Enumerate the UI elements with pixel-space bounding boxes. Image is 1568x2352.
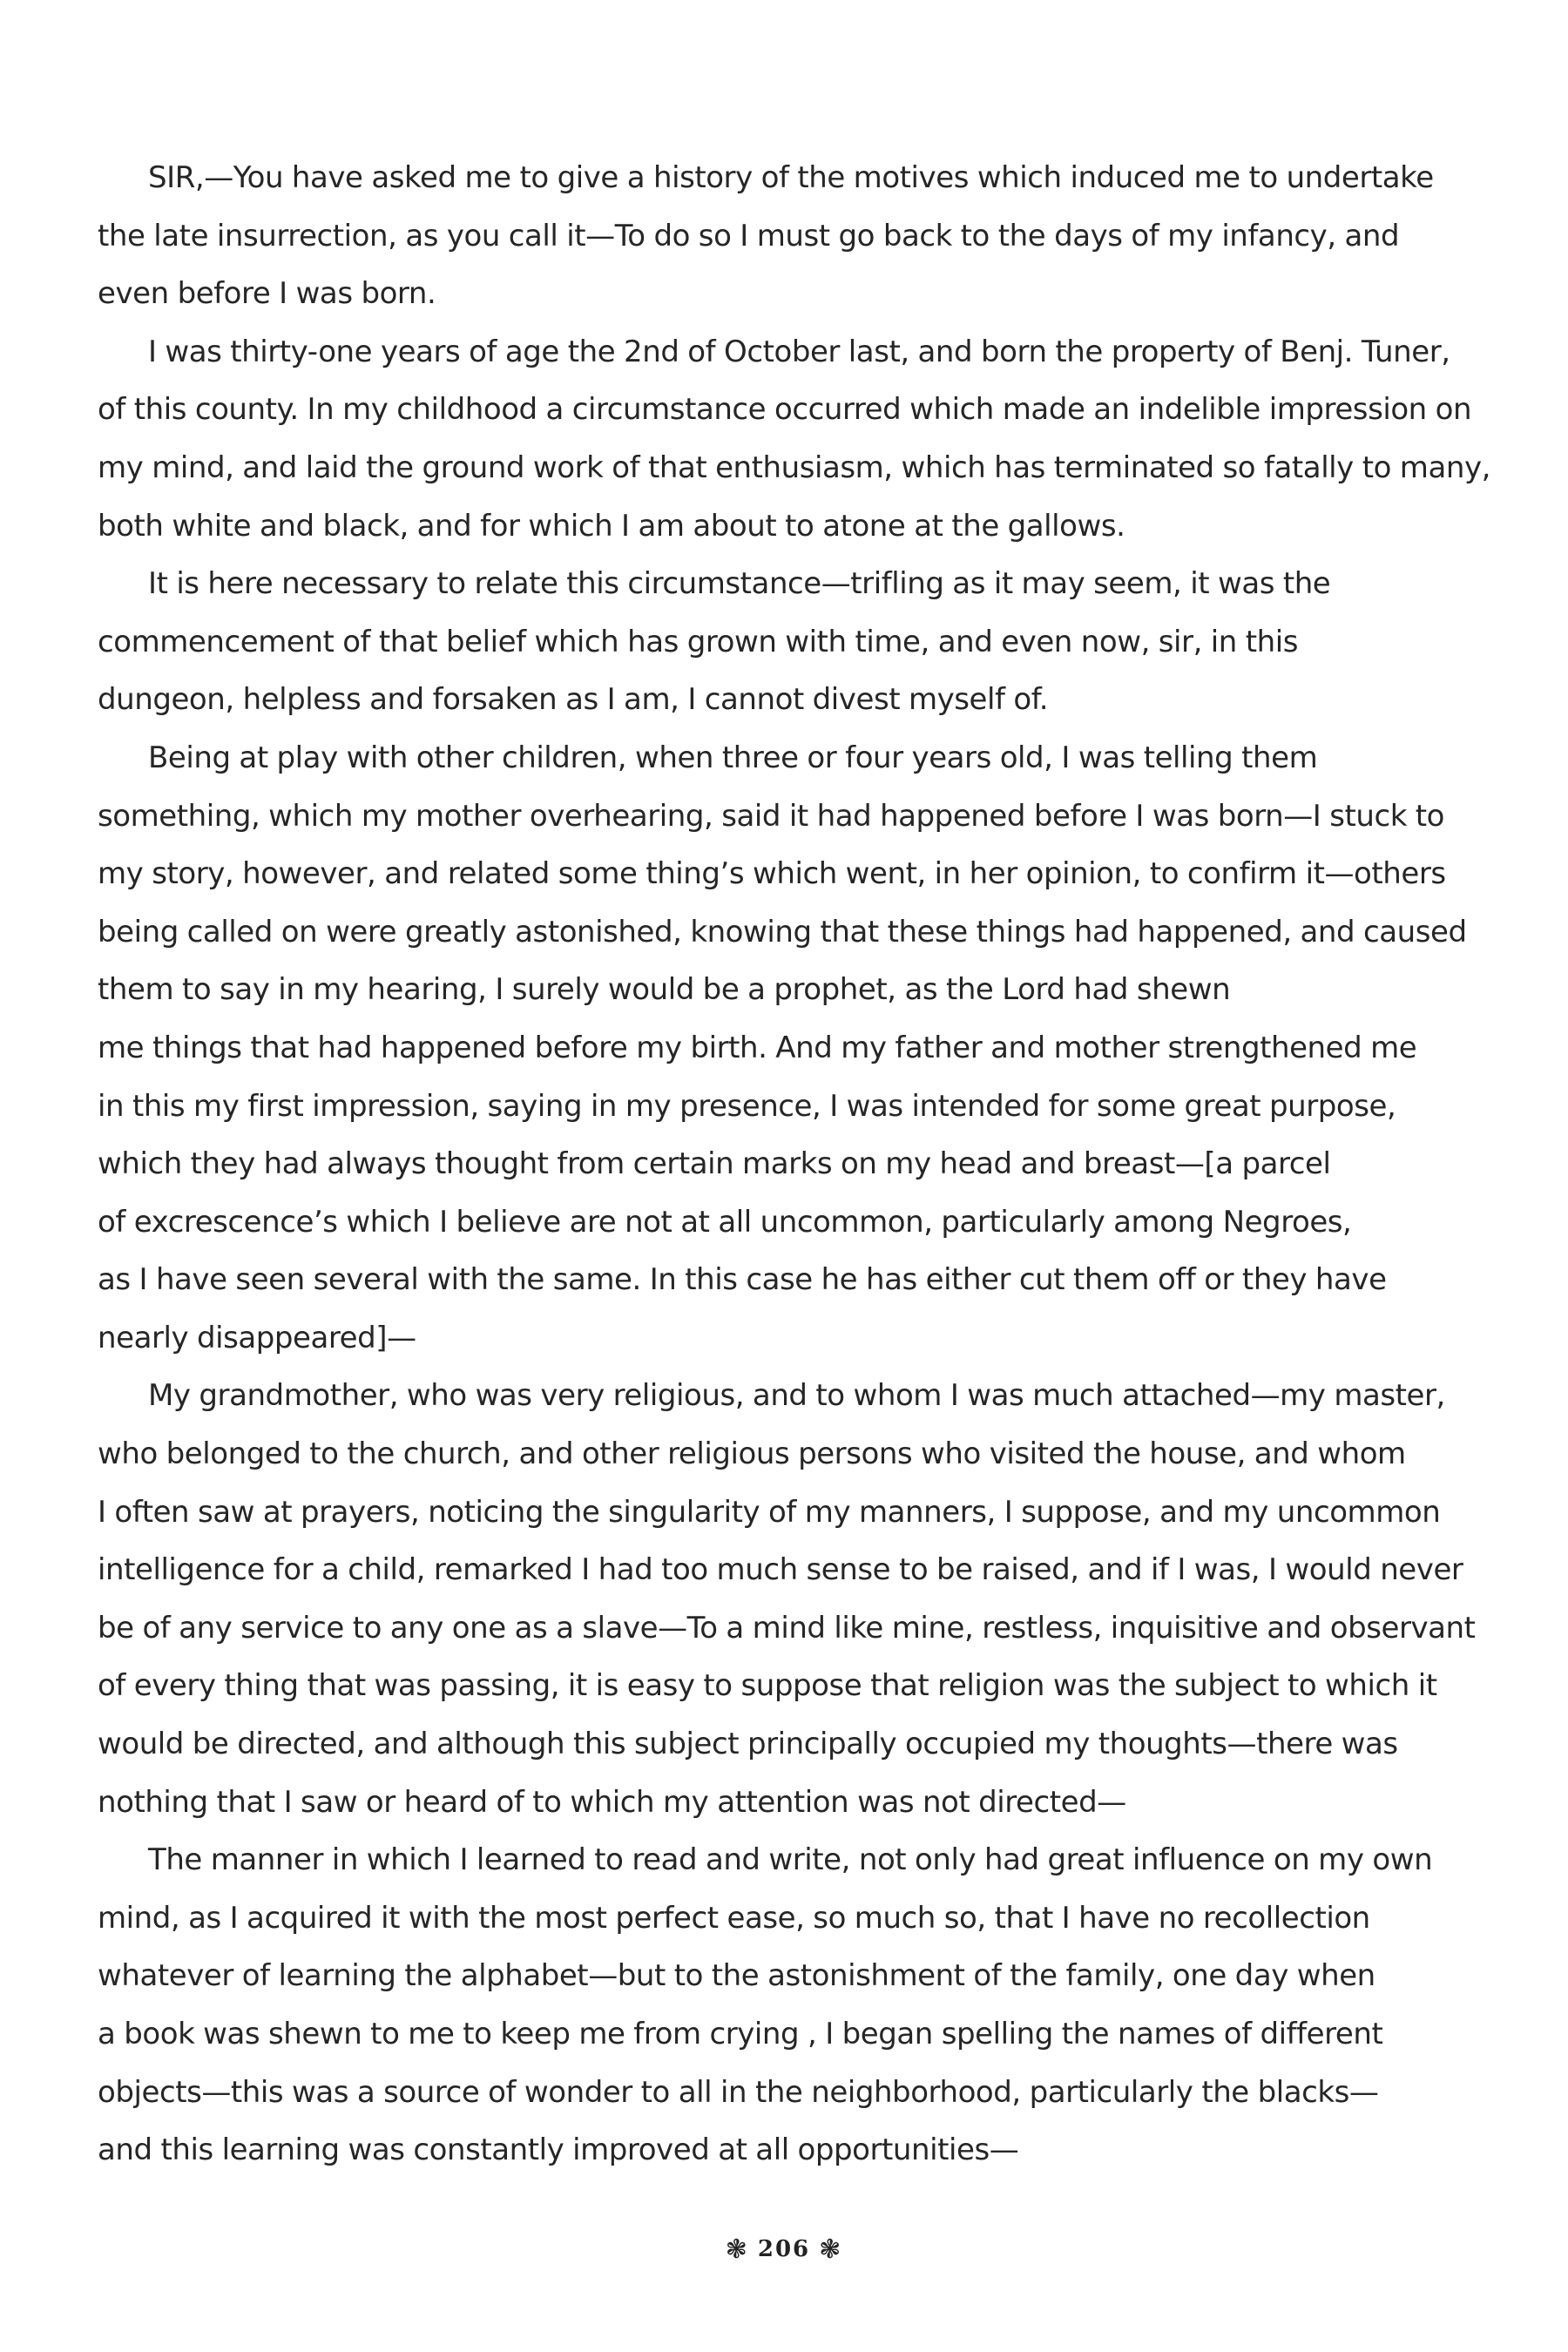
text-line: nothing that I saw or heard of to which my attention was not directed—	[98, 1784, 1126, 1820]
text-line: I often saw at prayers, noticing the singularity of my manners, I suppose, and my uncommon	[98, 1494, 1441, 1530]
text-line: of this county. In my childhood a circumstance occurred which made an indelible impression on	[98, 392, 1472, 428]
text-line: be of any service to any one as a slave—To a mind like mine, restless, inquisitive and observant	[98, 1610, 1476, 1646]
paragraph	[98, 1367, 1491, 1831]
text-line: I was thirty-one years of age the 2nd of October last, and born the property of Benj. Tuner,	[148, 334, 1450, 369]
text-line: my mind, and laid the ground work of that enthusiasm, which has terminated so fatally to many,	[98, 449, 1490, 485]
paragraph	[98, 1831, 1491, 2180]
text-line: intelligence for a child, remarked I had too much sense to be raised, and if I was, I would never	[98, 1552, 1463, 1588]
text-line: me things that had happened before my birth. And my father and mother strengthened me	[98, 1030, 1417, 1065]
page-number: 206	[757, 2236, 811, 2262]
text-line: both white and black, and for which I am about to atone at the gallows.	[98, 508, 1125, 544]
text-line: my story, however, and related some thing’s which went, in her opinion, to confirm it—others	[98, 856, 1446, 892]
text-line: The manner in which I learned to read and write, not only had great influence on my own	[148, 1842, 1433, 1878]
text-line: who belonged to the church, and other religious persons who visited the house, and whom	[98, 1436, 1406, 1472]
body-text	[98, 149, 1491, 2180]
text-line: mind, as I acquired it with the most perfect ease, so much so, that I have no recollection	[98, 1900, 1370, 1936]
text-line: and this learning was constantly improved at all opportunities—	[98, 2132, 1019, 2168]
paragraph	[98, 555, 1491, 729]
text-line: would be directed, and although this subject principally occupied my thoughts—there was	[98, 1727, 1398, 1762]
text-line: Being at play with other children, when three or four years old, I was telling them	[148, 740, 1318, 775]
text-line: dungeon, helpless and forsaken as I am, I cannot divest myself of.	[98, 682, 1049, 718]
text-line: a book was shewn to me to keep me from crying , I began spelling the names of different	[98, 2017, 1383, 2051]
text-line: It is here necessary to relate this circumstance—trifling as it may seem, it was the	[148, 566, 1331, 602]
text-line: commencement of that belief which has grown with time, and even now, sir, in this	[98, 624, 1298, 659]
text-line: objects—this was a source of wonder to all in the neighborhood, particularly the blacks—	[98, 2074, 1379, 2110]
page-footer	[0, 2234, 1568, 2265]
text-line: even before I was born.	[98, 276, 436, 312]
text-line: them to say in my hearing, I surely would be a prophet, as the Lord had shewn	[98, 972, 1231, 1008]
text-line: of every thing that was passing, it is easy to suppose that religion was the subject to which it	[98, 1668, 1437, 1704]
text-line: My grandmother, who was very religious, and to whom I was much attached—my master,	[148, 1378, 1445, 1414]
paragraph	[98, 149, 1491, 323]
text-line: nearly disappeared]—	[98, 1320, 416, 1355]
paragraph	[98, 729, 1491, 1368]
text-line: whatever of learning the alphabet—but to the astonishment of the family, one day when	[98, 1958, 1375, 1994]
text-line: of excrescence’s which I believe are not at all uncommon, particularly among Negroes,	[98, 1204, 1352, 1240]
text-line: being called on were greatly astonished, knowing that these things had happened, and caused	[98, 914, 1467, 950]
text-line: as I have seen several with the same. In this case he has either cut them off or they have	[98, 1262, 1387, 1298]
text-line: the late insurrection, as you call it—To do so I must go back to the days of my infancy, and	[98, 218, 1400, 253]
ornament-left-icon: ❃	[725, 2234, 749, 2265]
paragraph	[98, 323, 1491, 555]
ornament-right-icon: ❃	[819, 2234, 843, 2265]
text-line: SIR,—You have asked me to give a history of the motives which induced me to undertake	[148, 160, 1434, 195]
text-line: something, which my mother overhearing, said it had happened before I was born—I stuck to	[98, 798, 1445, 834]
text-line: in this my first impression, saying in my presence, I was intended for some great purpose,	[98, 1088, 1396, 1124]
text-line: which they had always thought from certain marks on my head and breast—[a parcel	[98, 1146, 1331, 1182]
